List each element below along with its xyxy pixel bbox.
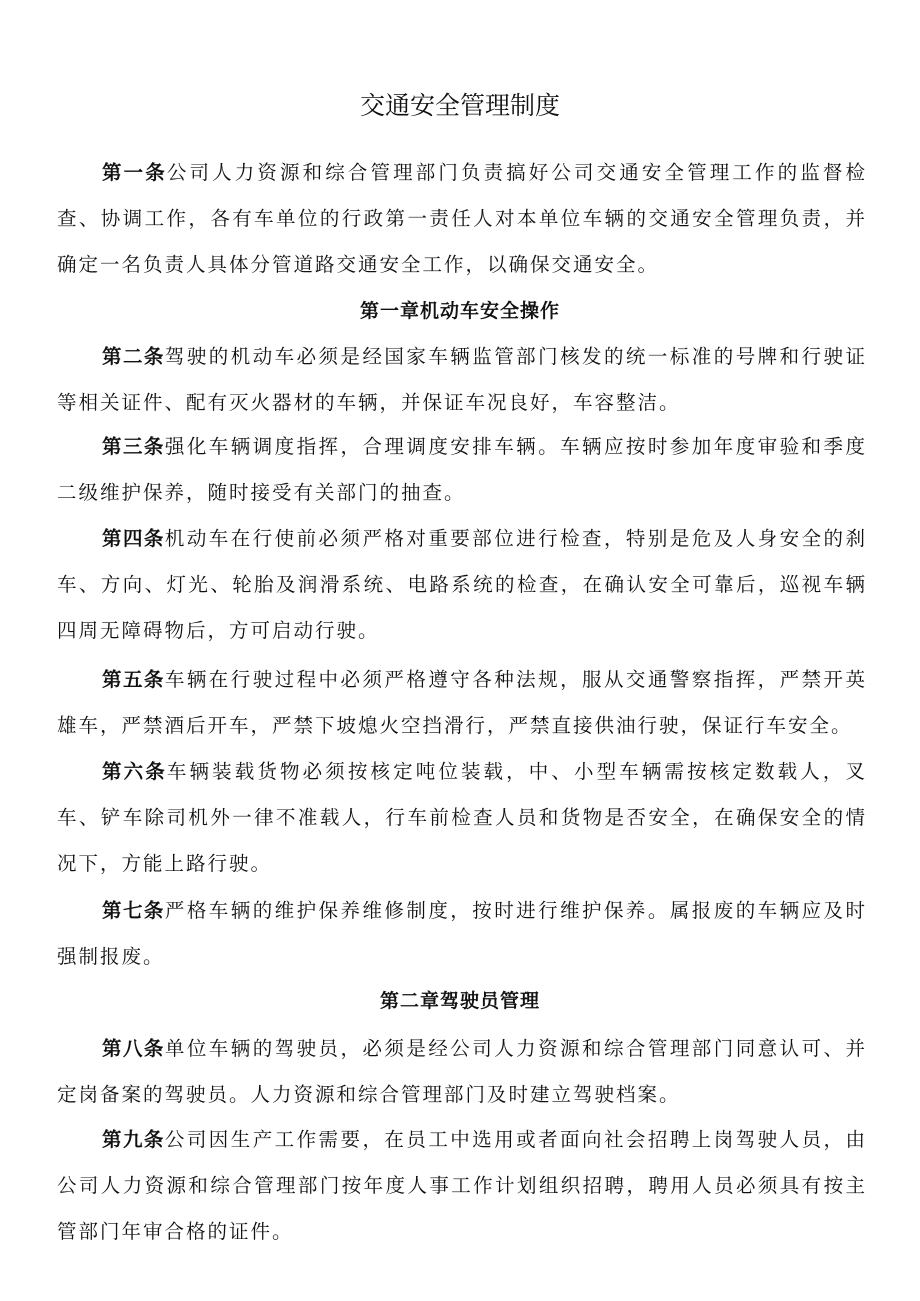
article-label: 第五条 [102, 668, 165, 691]
article-text: 机动车在行使前必须严格对重要部位进行检查，特别是危及人身安全的刹车、方向、灯光、轮胎及润滑系统、电路系统的检查，在确认安全可靠后，巡视车辆四周无障碍物后，方可启动行驶。 [57, 527, 867, 642]
article-5 [57, 657, 867, 749]
article-8 [57, 1026, 867, 1118]
article-1 [57, 150, 867, 288]
article-label: 第八条 [102, 1037, 165, 1060]
article-text: 强化车辆调度指挥，合理调度安排车辆。车辆应按时参加年度审验和季度二级维护保养，随时接受有关部门的抽查。 [57, 435, 867, 504]
article-text: 单位车辆的驾驶员，必须是经公司人力资源和综合管理部门同意认可、并定岗备案的驾驶员。人力资源和综合管理部门及时建立驾驶档案。 [57, 1037, 867, 1106]
article-label: 第九条 [102, 1128, 165, 1151]
article-label: 第二条 [102, 345, 165, 368]
article-text: 车辆装载货物必须按核定吨位装载，中、小型车辆需按核定数载人，叉车、铲车除司机外一律不准载人，行车前检查人员和货物是否安全，在确保安全的情况下，方能上路行驶。 [57, 760, 867, 875]
article-text: 驾驶的机动车必须是经国家车辆监管部门核发的统一标准的号牌和行驶证等相关证件、配有灭火器材的车辆，并保证车况良好，车容整洁。 [57, 345, 867, 414]
article-6 [57, 749, 867, 887]
article-label: 第一条 [102, 161, 167, 184]
article-text: 公司因生产工作需要，在员工中选用或者面向社会招聘上岗驾驶人员，由公司人力资源和综合管理部门按年度人事工作计划组织招聘，聘用人员必须具有按主管部门年审合格的证件。 [57, 1128, 867, 1243]
chapter-heading-1: 第一章机动车安全操作 [359, 300, 560, 322]
article-label: 第六条 [102, 760, 167, 783]
chapter-heading-2: 第二章驾驶员管理 [379, 990, 540, 1012]
article-label: 第三条 [102, 435, 165, 458]
article-text: 公司人力资源和综合管理部门负责搞好公司交通安全管理工作的监督检查、协调工作，各有车单位的行政第一责任人对本单位车辆的交通安全管理负责，并确定一名负责人具体分管道路交通安全工作，以确保交通安全。 [57, 161, 867, 276]
article-3 [57, 424, 867, 516]
article-text: 严格车辆的维护保养维修制度，按时进行维护保养。属报废的车辆应及时强制报废。 [57, 899, 867, 968]
article-2 [57, 334, 867, 426]
document-title: 交通安全管理制度 [359, 91, 560, 120]
article-9 [57, 1117, 867, 1255]
article-4 [57, 516, 867, 654]
article-label: 第四条 [102, 527, 165, 550]
article-text: 车辆在行驶过程中必须严格遵守各种法规，服从交通警察指挥，严禁开英雄车，严禁酒后开车，严禁下坡熄火空挡滑行，严禁直接供油行驶，保证行车安全。 [57, 668, 867, 737]
article-7 [57, 888, 867, 980]
article-label: 第七条 [102, 899, 165, 922]
